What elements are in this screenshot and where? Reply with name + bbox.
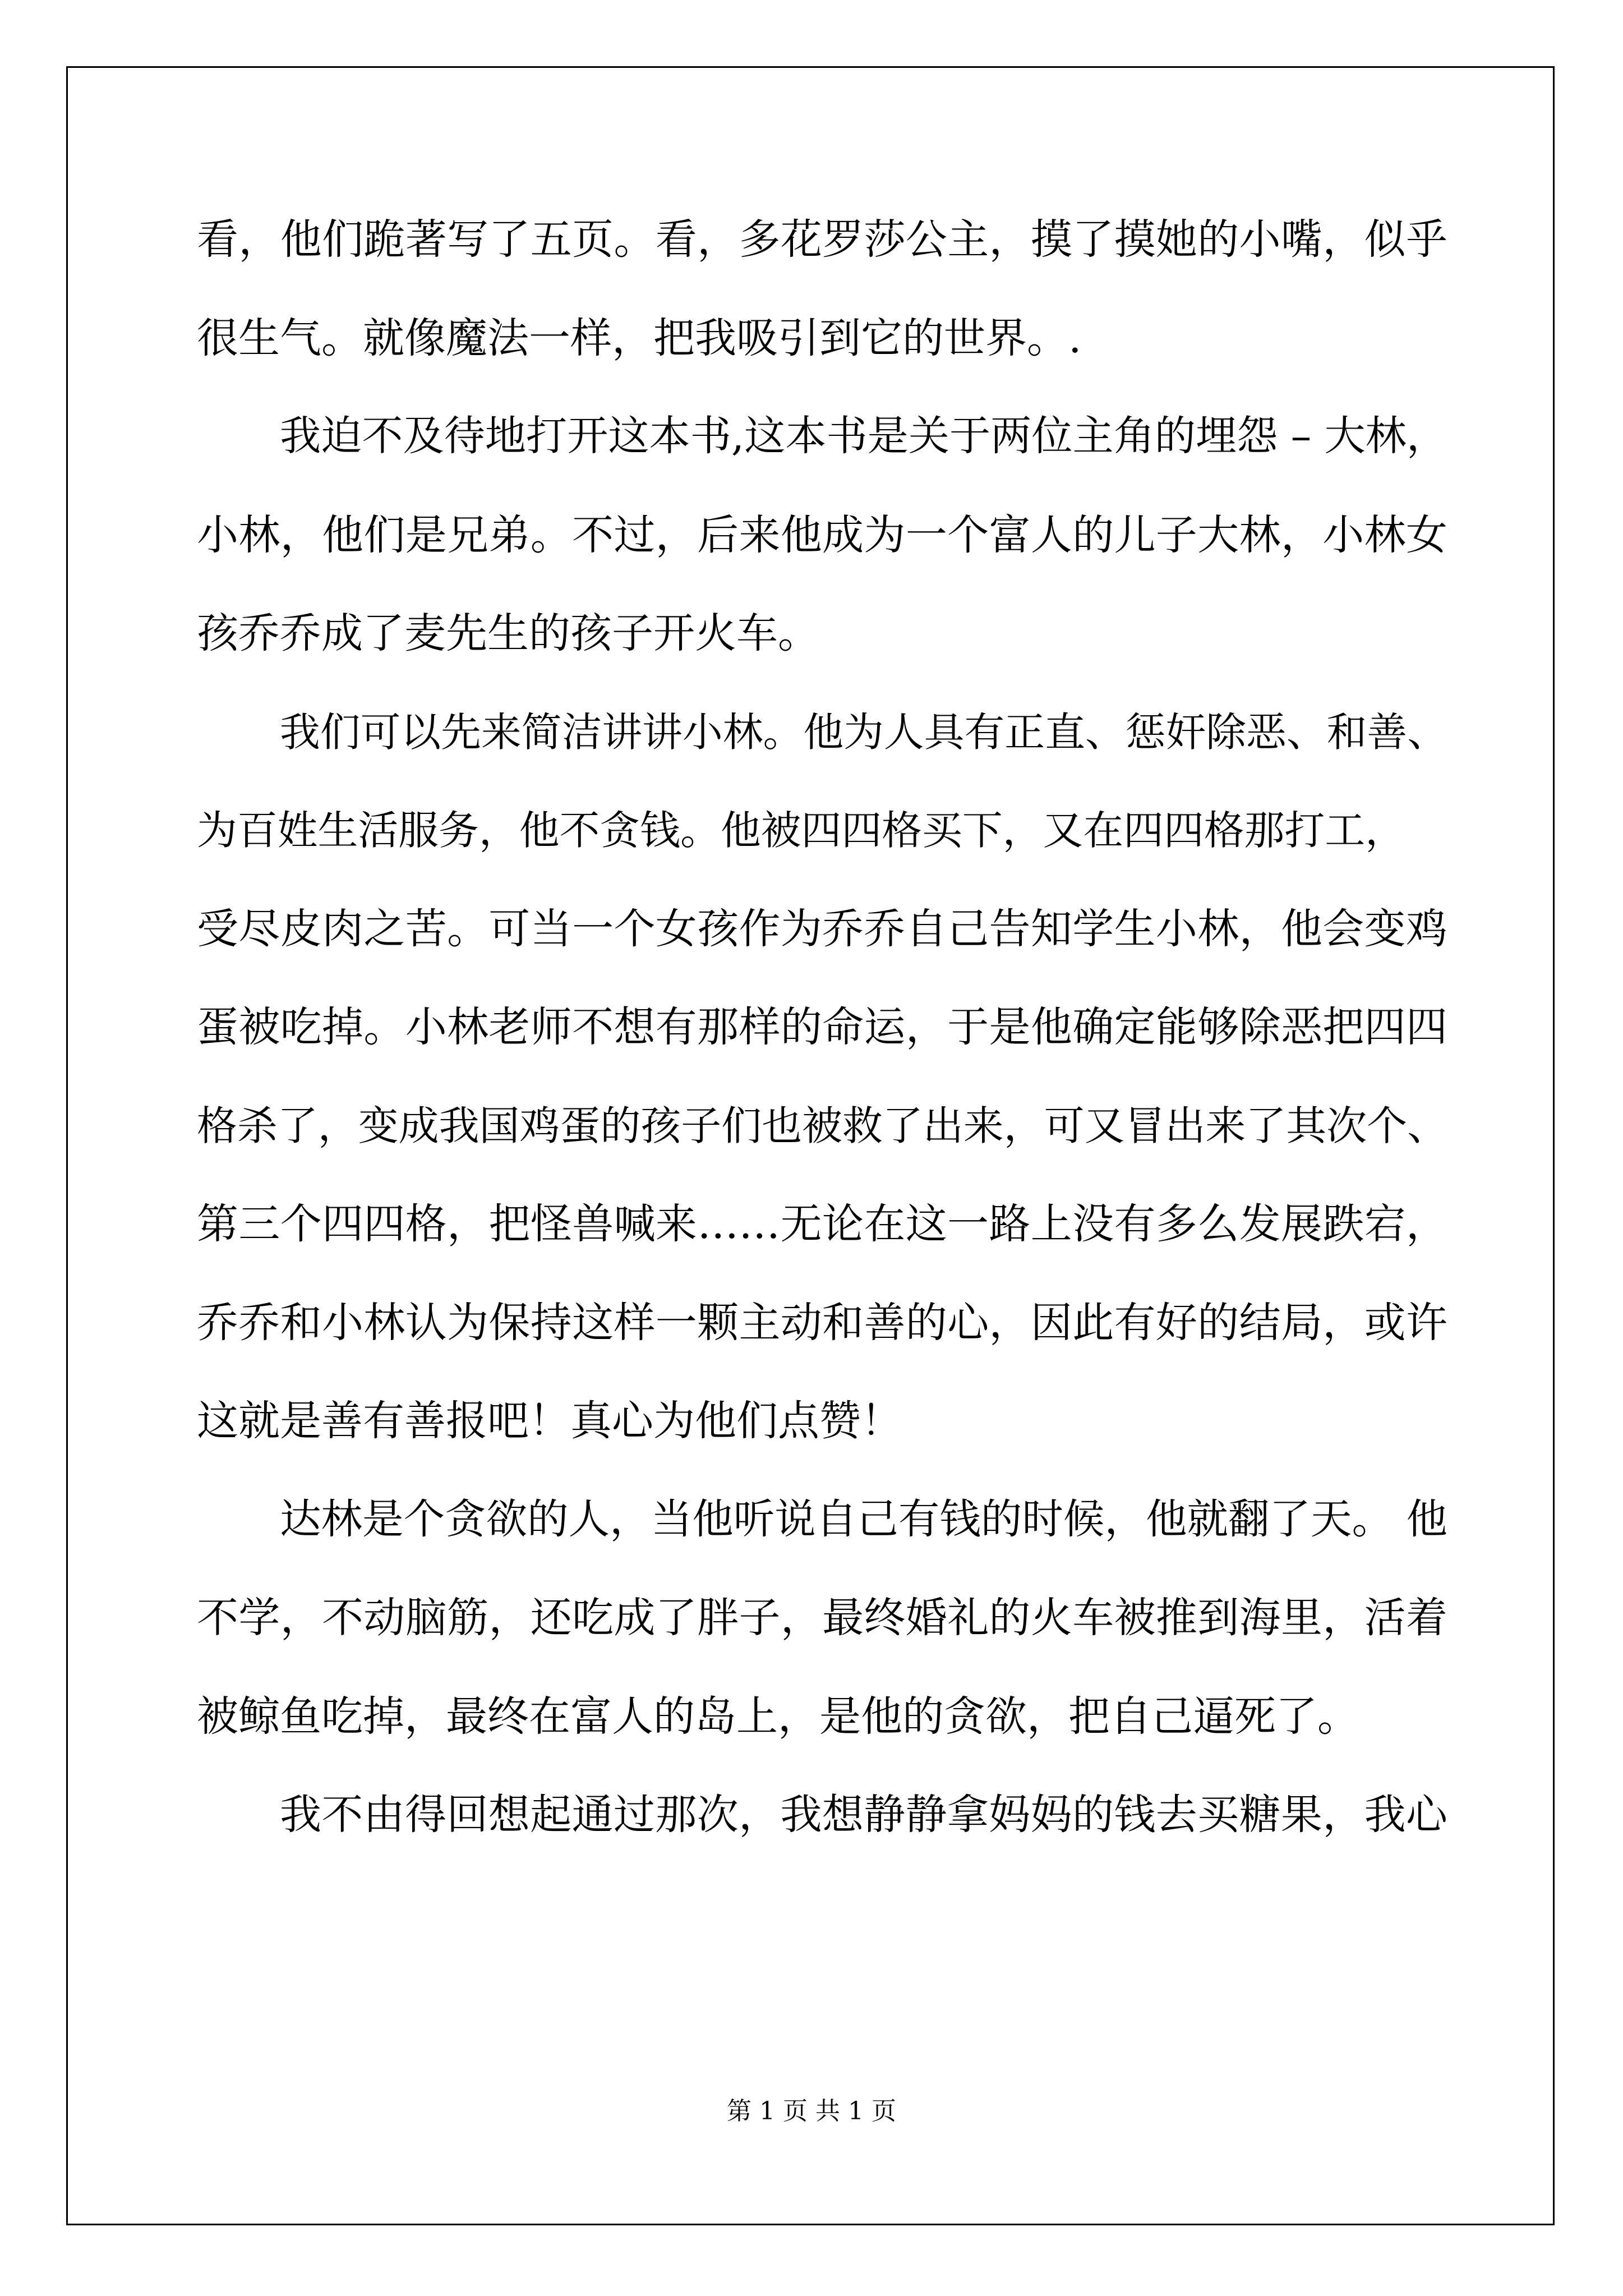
text-line: 受尽皮肉之苦。可当一个女孩作为乔乔自己告知学生小林，他会变鸡	[197, 905, 1447, 953]
text-line: 为百姓生活服务，他不贪钱。他被四四格买下，又在四四格那打工，	[197, 807, 1405, 854]
page-footer: 第 1 页 共 1 页	[727, 2097, 896, 2125]
text-line: 看，他们跪著写了五页。看，多花罗莎公主，摸了摸她的小嘴，似乎	[197, 215, 1447, 264]
text-line: 我迫不及待地打开这本书,这本书是关于两位主角的埋怨 – 大林，	[280, 412, 1447, 460]
text-line: 小林，他们是兄弟。不过，后来他成为一个富人的儿子大林，小林女	[197, 511, 1447, 559]
text-line: 格杀了，变成我国鸡蛋的孩子们也被救了出来，可又冒出来了其次个、	[197, 1102, 1447, 1149]
text-line: 这就是善有善报吧！真心为他们点赞！	[197, 1397, 902, 1445]
text-line: 很生气。就像魔法一样，把我吸引到它的世界。.	[197, 314, 1082, 362]
text-line: 我们可以先来简洁讲讲小林。他为人具有正直、惩奸除恶、和善、	[280, 708, 1447, 756]
text-line: 乔乔和小林认为保持这样一颗主动和善的心，因此有好的结局，或许	[197, 1299, 1447, 1347]
text-line: 被鲸鱼吃掉，最终在富人的岛上，是他的贪欲，把自己逼死了。	[197, 1692, 1359, 1741]
text-line: 第三个四四格，把怪兽喊来……无论在这一路上没有多么发展跌宕，	[197, 1200, 1447, 1248]
text-line: 孩乔乔成了麦先生的孩子开火车。	[197, 609, 819, 657]
text-line: 不学，不动脑筋，还吃成了胖子，最终婚礼的火车被推到海里，活着	[197, 1594, 1447, 1642]
text-line: 我不由得回想起通过那次，我想静静拿妈妈的钱去买糖果，我心	[280, 1791, 1447, 1839]
text-line: 达林是个贪欲的人，当他听说自己有钱的时候，他就翻了天。 他	[280, 1496, 1447, 1543]
text-line: 蛋被吃掉。小林老师不想有那样的命运，于是他确定能够除恶把四四	[197, 1003, 1447, 1051]
